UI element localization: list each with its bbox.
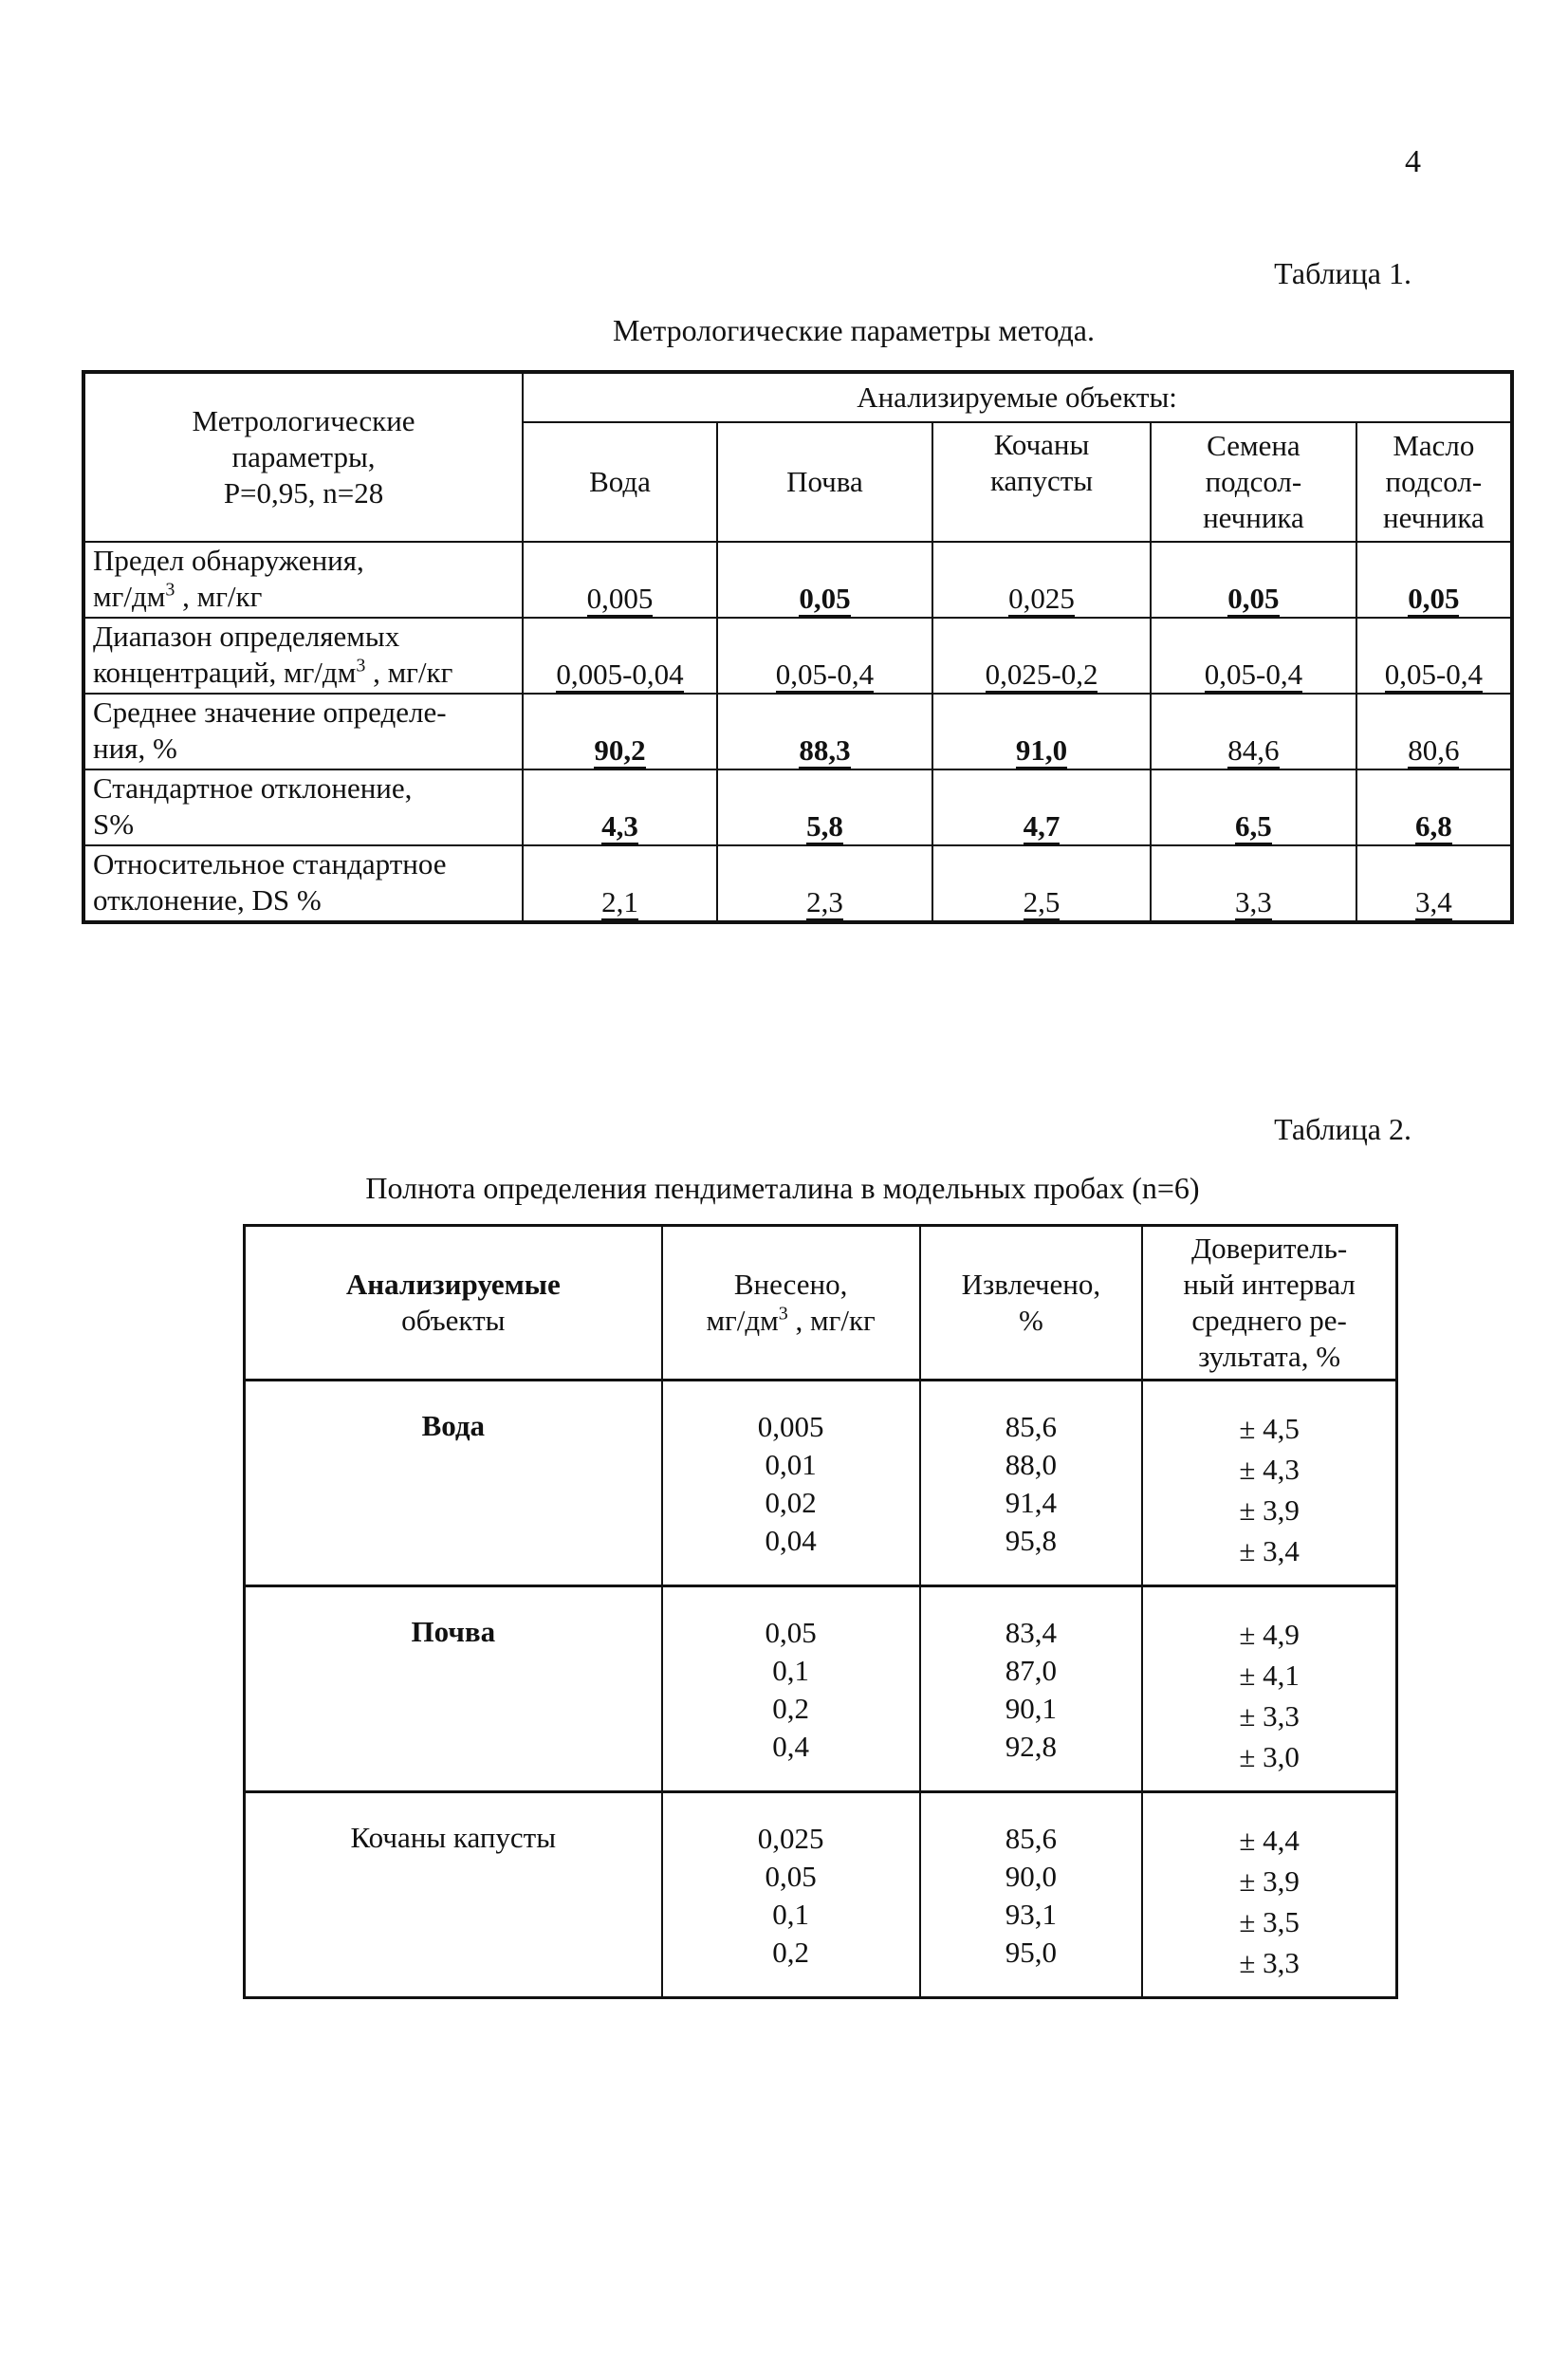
value: 0,2 — [772, 1692, 809, 1725]
value: 95,0 — [1005, 1936, 1058, 1969]
value: ± 3,5 — [1239, 1905, 1300, 1938]
table-cell: 0,005-0,04 — [523, 618, 717, 694]
table-cell: 80,6 — [1356, 694, 1512, 769]
object-name: Почва — [245, 1586, 662, 1792]
table2-caption: Полнота определения пендиметалина в модельных пробах (n=6) — [365, 1171, 1200, 1205]
header-line: Извлечено, — [961, 1268, 1101, 1302]
value: ± 3,0 — [1239, 1740, 1300, 1773]
table-cell: 91,0 — [932, 694, 1151, 769]
table-cell: 84,6 — [1151, 694, 1356, 769]
row-label-line: отклонение, DS % — [93, 882, 322, 917]
row-label-line: S% — [93, 806, 135, 841]
table-cell: 6,5 — [1151, 769, 1356, 845]
added-values — [662, 1586, 920, 1792]
objects-group-header: Анализируемые объекты: — [523, 372, 1512, 422]
column-header-line: нечника — [1203, 500, 1304, 534]
row-label — [83, 542, 523, 618]
table-cell: 88,3 — [717, 694, 932, 769]
column-header-cabbage — [932, 422, 1151, 542]
value: 0,01 — [765, 1448, 817, 1481]
column-header-line: Масло — [1393, 429, 1475, 463]
value: ± 4,5 — [1239, 1412, 1300, 1445]
table-cell: 3,3 — [1151, 845, 1356, 922]
column-header-line: Семена — [1207, 429, 1301, 463]
row-label-line: концентраций, $мг/дм^3$ , мг/кг — [93, 655, 453, 689]
table-cell: 5,8 — [717, 769, 932, 845]
param-header — [83, 372, 523, 542]
table-cell: 0,05-0,4 — [1356, 618, 1512, 694]
value: 0,005 — [757, 1410, 824, 1443]
row-label — [83, 769, 523, 845]
column-header-line: Кочаны — [993, 428, 1090, 461]
value: ± 4,3 — [1239, 1453, 1300, 1486]
table-cell: 3,4 — [1356, 845, 1512, 922]
table1-label: Таблица 1. — [1274, 256, 1411, 290]
value: ± 3,3 — [1239, 1946, 1300, 1979]
table-cell: 4,3 — [523, 769, 717, 845]
column-header-line: капусты — [989, 463, 1094, 497]
header-line: объекты — [401, 1304, 506, 1337]
ci-values — [1142, 1792, 1396, 1998]
column-header-sunflower-oil — [1356, 422, 1512, 542]
table-cell: 90,2 — [523, 694, 717, 769]
row-label — [83, 694, 523, 769]
extracted-header — [920, 1226, 1143, 1381]
value: 0,4 — [772, 1730, 809, 1763]
header-line: зультата, % — [1198, 1339, 1341, 1373]
header-line: Доверитель- — [1191, 1232, 1348, 1266]
confidence-interval-header — [1142, 1226, 1396, 1381]
value: 0,05 — [765, 1860, 817, 1893]
table-cell: 4,7 — [932, 769, 1151, 845]
value: ± 4,4 — [1239, 1824, 1300, 1857]
header-line: ный интервал — [1183, 1268, 1356, 1302]
column-header-water — [523, 422, 717, 542]
row-label-line: ния, % — [93, 731, 177, 765]
table-cell: 0,025 — [932, 542, 1151, 618]
value: 90,1 — [1005, 1692, 1058, 1725]
value: 0,02 — [765, 1486, 817, 1519]
value: 87,0 — [1005, 1654, 1058, 1687]
table-cell: 2,5 — [932, 845, 1151, 922]
row-label-line: Стандартное отклонение, — [93, 771, 413, 805]
value: 0,025 — [757, 1822, 824, 1855]
table-row — [83, 618, 1512, 694]
param-header-line: параметры, — [231, 440, 376, 474]
param-header-line: P=0,95, n=28 — [223, 475, 384, 510]
column-header-line: Почва — [786, 465, 863, 499]
table-cell: 2,1 — [523, 845, 717, 922]
added-header — [662, 1226, 920, 1381]
table-cell: 0,05-0,4 — [717, 618, 932, 694]
value: 88,0 — [1005, 1448, 1058, 1481]
value: ± 3,4 — [1239, 1534, 1300, 1567]
value: 92,8 — [1005, 1730, 1058, 1763]
table2-label: Таблица 2. — [1274, 1112, 1411, 1146]
table1-caption: Метрологические параметры метода. — [612, 313, 1095, 347]
row-label — [83, 618, 523, 694]
value: 0,1 — [772, 1654, 809, 1687]
table-row — [245, 1792, 1397, 1998]
header-line: $мг/дм^3$ , мг/кг — [706, 1303, 876, 1337]
value: 0,1 — [772, 1898, 809, 1931]
value: 90,0 — [1005, 1860, 1058, 1893]
table-cell: 6,8 — [1356, 769, 1512, 845]
metrological-parameters-table — [82, 370, 1514, 924]
value: 83,4 — [1005, 1616, 1058, 1649]
param-header-line: Метрологические — [192, 404, 415, 438]
object-name: Кочаны капусты — [245, 1792, 662, 1998]
extracted-values — [920, 1586, 1143, 1792]
value: 85,6 — [1005, 1410, 1058, 1443]
value: ± 3,9 — [1239, 1493, 1300, 1527]
column-header-line: подсол- — [1205, 465, 1302, 499]
value: ± 3,9 — [1239, 1864, 1300, 1898]
extracted-values — [920, 1792, 1143, 1998]
row-label-line: $мг/дм^3$ , мг/кг — [93, 579, 263, 613]
recovery-table — [243, 1224, 1398, 1999]
header-line: Внесено, — [733, 1268, 848, 1302]
value: 0,05 — [765, 1616, 817, 1649]
table-row — [245, 1381, 1397, 1586]
added-values — [662, 1792, 920, 1998]
value: 91,4 — [1005, 1486, 1058, 1519]
page-number: 4 — [1405, 144, 1421, 179]
table-row — [83, 694, 1512, 769]
ci-values — [1142, 1381, 1396, 1586]
table-row — [83, 542, 1512, 618]
column-header-line: нечника — [1383, 500, 1485, 534]
column-header-soil — [717, 422, 932, 542]
column-header-line: Вода — [589, 465, 651, 499]
header-line: среднего ре- — [1191, 1304, 1347, 1337]
object-name: Вода — [245, 1381, 662, 1586]
value: 95,8 — [1005, 1524, 1058, 1557]
row-label — [83, 845, 523, 922]
header-line: % — [1018, 1304, 1043, 1337]
column-header-line: подсол- — [1385, 465, 1483, 499]
value: ± 3,3 — [1239, 1699, 1300, 1733]
value: 0,04 — [765, 1524, 817, 1557]
objects-header — [245, 1226, 662, 1381]
value: ± 4,1 — [1239, 1659, 1300, 1692]
table-cell: 2,3 — [717, 845, 932, 922]
table-cell: 0,025-0,2 — [932, 618, 1151, 694]
value: 93,1 — [1005, 1898, 1058, 1931]
header-line: Анализируемые — [345, 1268, 561, 1302]
row-label-line: Относительное стандартное — [93, 847, 447, 880]
value: 0,2 — [772, 1936, 809, 1969]
table-row — [83, 845, 1512, 922]
table-cell: 0,05-0,4 — [1151, 618, 1356, 694]
row-label-line: Диапазон определяемых — [93, 620, 400, 653]
column-header-sunflower-seeds — [1151, 422, 1356, 542]
value: 85,6 — [1005, 1822, 1058, 1855]
table-row — [83, 769, 1512, 845]
extracted-values — [920, 1381, 1143, 1586]
table-row — [245, 1586, 1397, 1792]
added-values — [662, 1381, 920, 1586]
ci-values — [1142, 1586, 1396, 1792]
table-cell: 0,005 — [523, 542, 717, 618]
table-cell: 0,05 — [1151, 542, 1356, 618]
row-label-line: Среднее значение определе- — [93, 695, 447, 729]
row-label-line: Предел обнаружения, — [93, 544, 364, 577]
table-cell: 0,05 — [717, 542, 932, 618]
value: ± 4,9 — [1239, 1618, 1300, 1651]
table-cell: 0,05 — [1356, 542, 1512, 618]
